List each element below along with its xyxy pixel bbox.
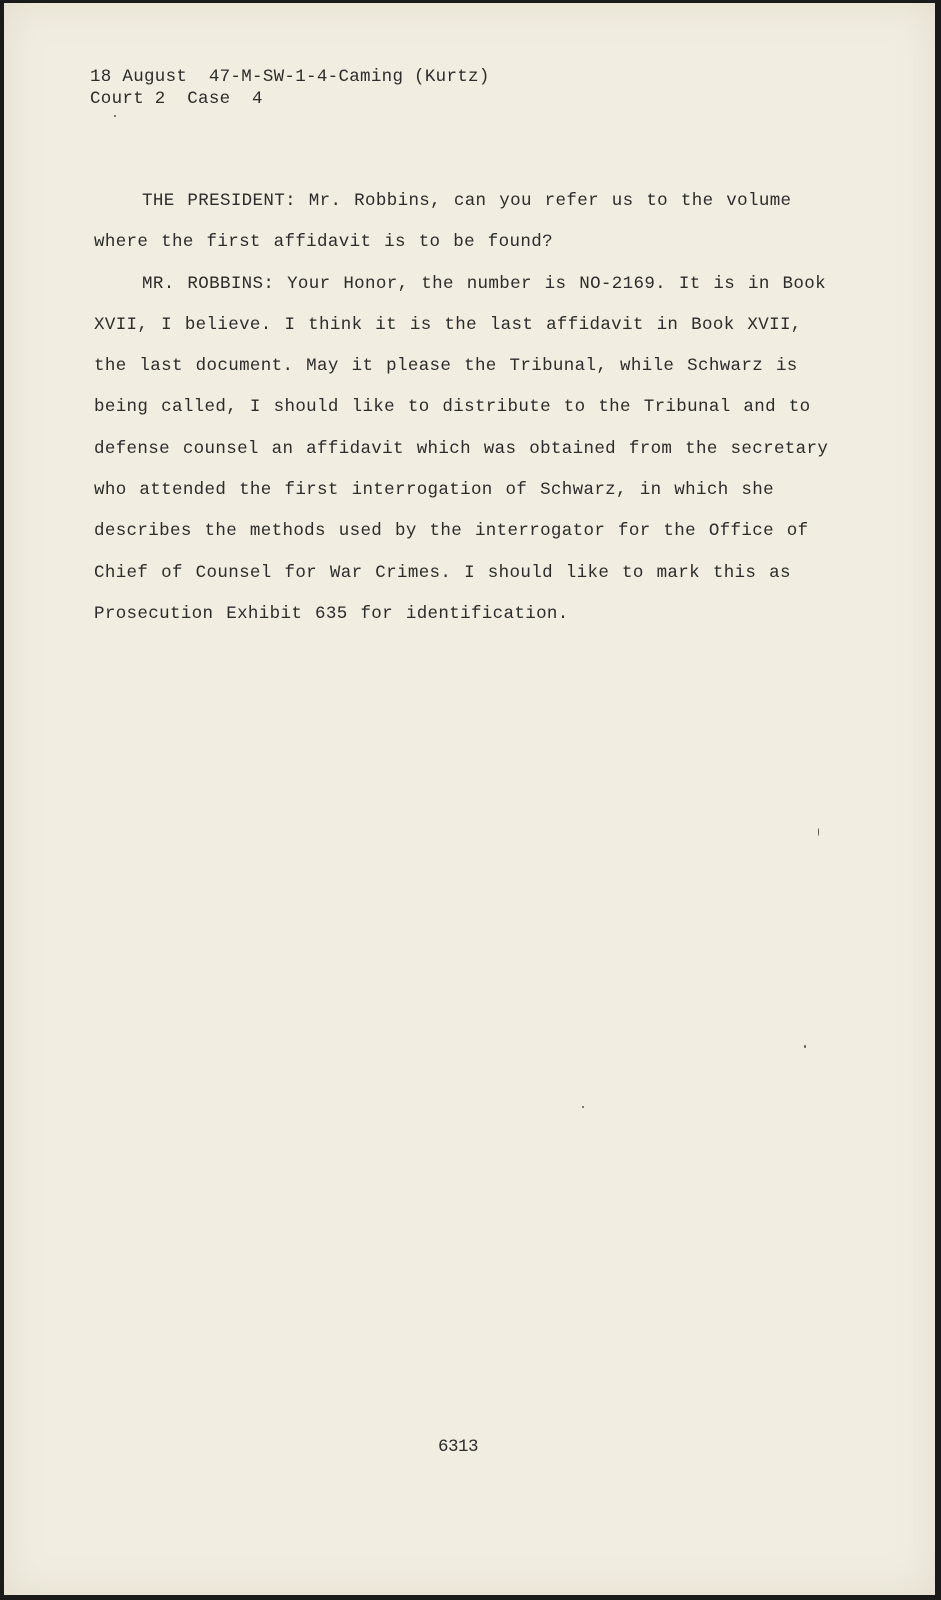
paper-speck: [804, 1045, 806, 1048]
transcript-body: [94, 181, 834, 635]
paragraph-robbins: MR. ROBBINS: Your Honor, the number is NO-2169. It is in Book XVII, I believe. I think it is the last affidavit in Book XVII, the last document. May it please the Tribunal, while Schwarz is being called, I should like to distribute to the Tribunal and to defense counsel an affidavit which was obtained from the secretary who attended the first interrogation of Schwarz, in which she describes the methods used by the interrogator for the Office of Chief of Counsel for War Crimes. I should like to mark this as Prosecution Exhibit 635 for identification.: [94, 273, 829, 624]
page-number: 6313: [438, 1437, 479, 1457]
document-page: [4, 3, 935, 1595]
header-court-case: Court 2 Case 4: [90, 89, 263, 109]
header-date-reference: 18 August 47-M-SW-1-4-Caming (Kurtz): [90, 67, 490, 87]
paper-speck: [114, 115, 116, 117]
paragraph-president: THE PRESIDENT: Mr. Robbins, can you refer us to the volume where the first affidavit is to be found?: [94, 191, 792, 253]
paper-speck: [818, 828, 819, 836]
paper-speck: [582, 1106, 584, 1108]
